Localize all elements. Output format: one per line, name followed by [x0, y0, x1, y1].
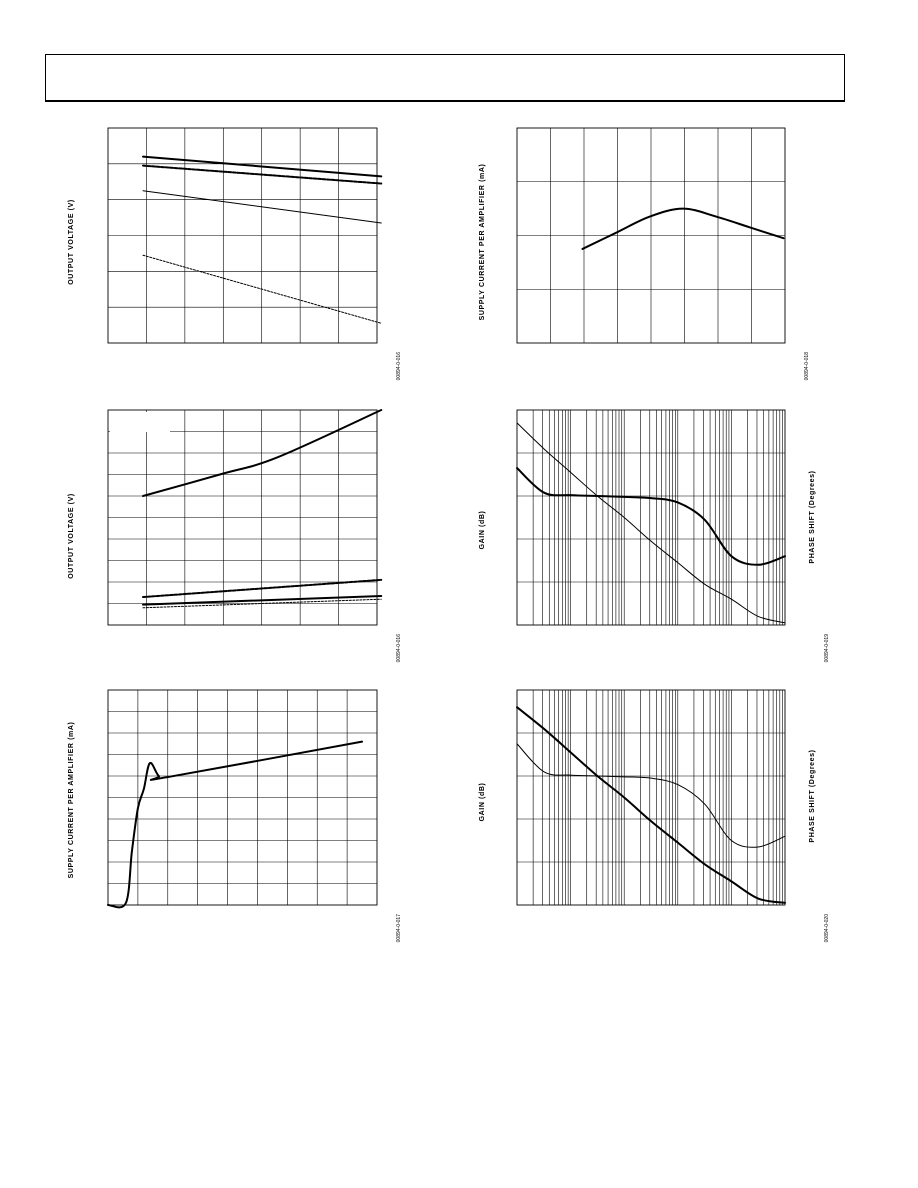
- series-line-2: [517, 744, 785, 848]
- plot-frame: [517, 410, 785, 625]
- chart-c6: [479, 690, 830, 942]
- figure-id: 00894-0-016: [396, 352, 402, 381]
- y2-axis-label: PHASE SHIFT (Degrees): [809, 749, 816, 843]
- chart-c3: [68, 410, 402, 662]
- series-line-1: [143, 157, 381, 177]
- figure-id: 00894-0-017: [396, 914, 402, 943]
- legend-area: [110, 412, 170, 432]
- figure-id: 00894-0-020: [824, 914, 830, 943]
- figure-id: 00894-0-019: [824, 634, 830, 663]
- chart-c5: [68, 690, 402, 942]
- y-axis-label: SUPPLY CURRENT PER AMPLIFIER (mA): [479, 163, 486, 321]
- chart-c4: [479, 410, 830, 662]
- y-axis-label: OUTPUT VOLTAGE (V): [68, 493, 75, 579]
- chart-c2: [479, 128, 810, 380]
- series-line-1: [583, 209, 784, 249]
- series-line-3: [143, 191, 381, 223]
- series-line-1: [517, 707, 785, 903]
- y-axis-label: GAIN (dB): [479, 510, 486, 550]
- y-axis-label: GAIN (dB): [479, 782, 486, 822]
- series-line-2: [517, 468, 785, 565]
- series-line-4: [143, 255, 381, 323]
- chart-c1: [68, 128, 402, 380]
- series-line-2: [143, 580, 381, 597]
- y-axis-label: OUTPUT VOLTAGE (V): [68, 199, 75, 285]
- figure-id: 00894-0-018: [804, 352, 810, 381]
- series-line-2: [143, 166, 381, 184]
- figure-id: 00894-0-016: [396, 634, 402, 663]
- y-axis-label: SUPPLY CURRENT PER AMPLIFIER (mA): [68, 721, 75, 879]
- y2-axis-label: PHASE SHIFT (Degrees): [809, 470, 816, 564]
- plot-frame: [517, 690, 785, 905]
- series-line-1: [108, 742, 362, 908]
